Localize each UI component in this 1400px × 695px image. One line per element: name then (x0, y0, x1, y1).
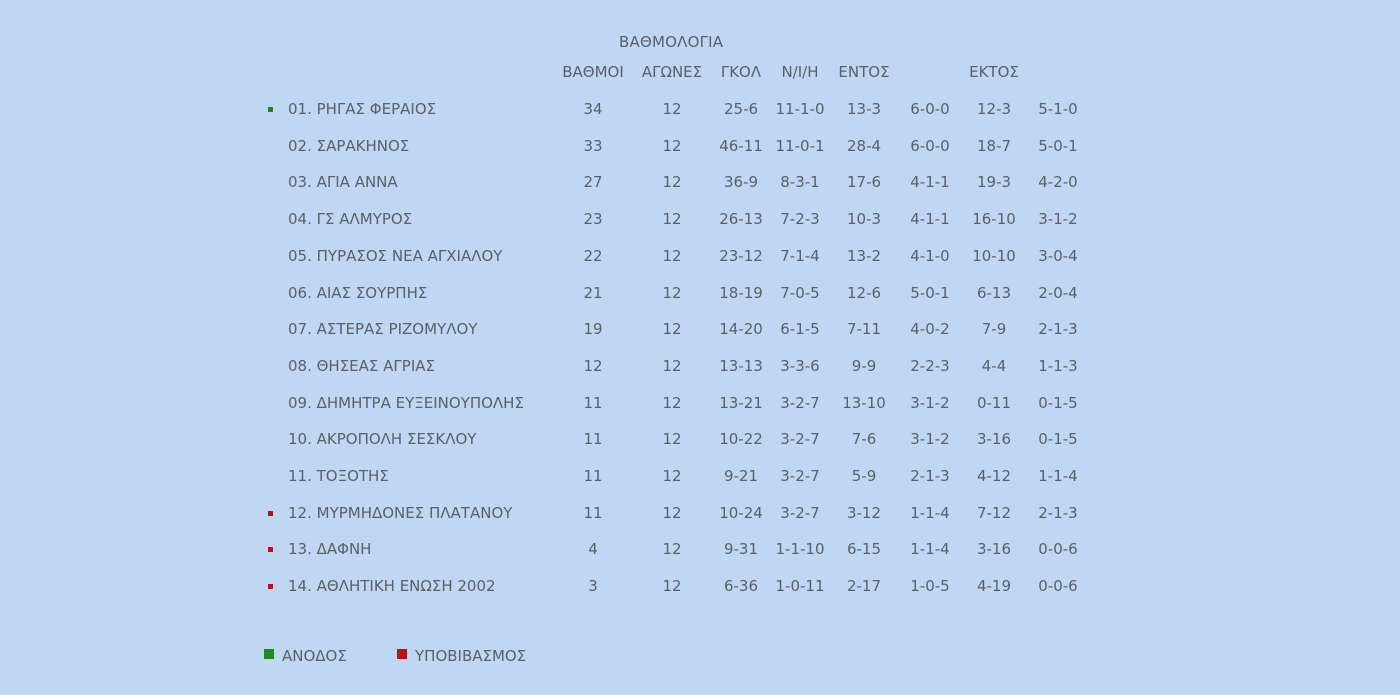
goals-cell: 14-20 (719, 320, 763, 339)
home-goals-cell: 6-15 (846, 540, 882, 559)
wdl-cell: 11-0-1 (775, 136, 825, 155)
team-name: 06. ΑΙΑΣ ΣΟΥΡΠΗΣ (288, 283, 428, 302)
home-goals-cell: 17-6 (846, 173, 882, 192)
goals-cell: 26-13 (719, 210, 763, 229)
team-name: 03. ΑΓΙΑ ΑΝΝΑ (288, 173, 398, 192)
header-goals: ΓΚΟΛ (720, 63, 762, 81)
team-name: 02. ΣΑΡΑΚΗΝΟΣ (288, 136, 410, 155)
relegation-marker (268, 547, 273, 552)
team-name: 07. ΑΣΤΕΡΑΣ ΡΙΖΟΜΥΛΟΥ (288, 320, 478, 339)
header-away: ΕΚΤΟΣ (969, 63, 1019, 81)
goals-cell: 18-19 (719, 283, 763, 302)
away-goals-cell: 18-7 (976, 136, 1012, 155)
points-cell: 11 (583, 393, 603, 412)
goals-cell: 6-36 (723, 577, 759, 596)
legend-promotion-label: ΑΝΟΔΟΣ (282, 647, 347, 665)
away-goals-cell: 16-10 (972, 210, 1016, 229)
away-goals-cell: 12-3 (976, 100, 1012, 118)
table-row (0, 282, 1400, 306)
home-goals-cell: 28-4 (846, 136, 882, 155)
table-row (0, 208, 1400, 232)
wdl-cell: 1-0-11 (775, 577, 825, 596)
wdl-cell: 8-3-1 (780, 173, 820, 192)
promotion-marker (268, 107, 273, 112)
team-name: 14. ΑΘΛΗΤΙΚΗ ΕΝΩΣΗ 2002 (288, 577, 496, 596)
goals-cell: 46-11 (719, 136, 763, 155)
table-row (0, 428, 1400, 452)
home-goals-cell: 2-17 (846, 577, 882, 596)
team-name: 13. ΔΑΦΝΗ (288, 540, 372, 559)
away-goals-cell: 4-12 (976, 467, 1012, 485)
away-goals-cell: 6-13 (976, 283, 1012, 302)
home-goals-cell: 12-6 (846, 283, 882, 302)
wdl-cell: 7-1-4 (780, 246, 820, 265)
points-cell: 22 (583, 246, 603, 265)
away-goals-cell: 3-16 (976, 430, 1012, 449)
goals-cell: 9-21 (723, 467, 759, 485)
points-cell: 19 (583, 320, 603, 339)
standings-title: ΒΑΘΜΟΛΟΓΙΑ (619, 33, 724, 51)
games-cell: 12 (662, 540, 682, 559)
home-wdl-cell: 1-1-4 (910, 503, 950, 522)
table-row (0, 245, 1400, 269)
wdl-cell: 3-2-7 (780, 503, 820, 522)
goals-cell: 13-21 (719, 393, 763, 412)
legend-relegation-swatch (397, 649, 407, 659)
table-row (0, 135, 1400, 159)
away-wdl-cell: 3-1-2 (1038, 210, 1078, 229)
wdl-cell: 3-2-7 (780, 430, 820, 449)
home-wdl-cell: 2-1-3 (910, 467, 950, 485)
team-name: 05. ΠΥΡΑΣΟΣ ΝΕΑ ΑΓΧΙΑΛΟΥ (288, 246, 503, 265)
header-wdl: Ν/Ι/Η (781, 63, 819, 81)
points-cell: 4 (588, 540, 598, 559)
away-goals-cell: 7-9 (981, 320, 1007, 339)
home-wdl-cell: 3-1-2 (910, 393, 950, 412)
points-cell: 12 (583, 356, 603, 375)
games-cell: 12 (662, 320, 682, 339)
wdl-cell: 11-1-0 (775, 100, 825, 118)
wdl-cell: 7-2-3 (780, 210, 820, 229)
away-goals-cell: 10-10 (972, 246, 1016, 265)
relegation-marker (268, 511, 273, 516)
home-goals-cell: 7-6 (851, 430, 877, 449)
points-cell: 23 (583, 210, 603, 229)
table-row (0, 465, 1400, 489)
team-name: 12. ΜΥΡΜΗΔΟΝΕΣ ΠΛΑΤΑΝΟΥ (288, 503, 513, 522)
away-wdl-cell: 5-1-0 (1038, 100, 1078, 118)
team-name: 01. ΡΗΓΑΣ ΦΕΡΑΙΟΣ (288, 100, 437, 118)
team-name: 10. ΑΚΡΟΠΟΛΗ ΣΕΣΚΛΟΥ (288, 430, 477, 449)
away-goals-cell: 3-16 (976, 540, 1012, 559)
relegation-marker (268, 584, 273, 589)
wdl-cell: 1-1-10 (775, 540, 825, 559)
away-wdl-cell: 0-0-6 (1038, 540, 1078, 559)
team-name: 08. ΘΗΣΕΑΣ ΑΓΡΙΑΣ (288, 356, 435, 375)
away-wdl-cell: 0-1-5 (1038, 430, 1078, 449)
home-goals-cell: 3-12 (846, 503, 882, 522)
wdl-cell: 3-2-7 (780, 467, 820, 485)
table-row (0, 502, 1400, 526)
points-cell: 3 (588, 577, 598, 596)
wdl-cell: 7-0-5 (780, 283, 820, 302)
table-row (0, 98, 1400, 122)
away-goals-cell: 7-12 (976, 503, 1012, 522)
games-cell: 12 (662, 430, 682, 449)
goals-cell: 23-12 (719, 246, 763, 265)
games-cell: 12 (662, 577, 682, 596)
away-goals-cell: 4-19 (976, 577, 1012, 596)
away-goals-cell: 4-4 (981, 356, 1007, 375)
points-cell: 33 (583, 136, 603, 155)
home-goals-cell: 9-9 (851, 356, 877, 375)
points-cell: 34 (583, 100, 603, 118)
games-cell: 12 (662, 136, 682, 155)
home-wdl-cell: 1-0-5 (910, 577, 950, 596)
points-cell: 11 (583, 503, 603, 522)
wdl-cell: 3-2-7 (780, 393, 820, 412)
away-wdl-cell: 1-1-3 (1038, 356, 1078, 375)
points-cell: 27 (583, 173, 603, 192)
away-wdl-cell: 3-0-4 (1038, 246, 1078, 265)
goals-cell: 10-24 (719, 503, 763, 522)
home-goals-cell: 5-9 (851, 467, 877, 485)
away-wdl-cell: 2-1-3 (1038, 320, 1078, 339)
games-cell: 12 (662, 393, 682, 412)
away-wdl-cell: 2-1-3 (1038, 503, 1078, 522)
home-wdl-cell: 4-1-1 (910, 173, 950, 192)
legend-promotion-swatch (264, 649, 274, 659)
home-wdl-cell: 3-1-2 (910, 430, 950, 449)
table-row (0, 355, 1400, 379)
away-goals-cell: 19-3 (976, 173, 1012, 192)
home-wdl-cell: 1-1-4 (910, 540, 950, 559)
home-goals-cell: 13-10 (842, 393, 886, 412)
points-cell: 11 (583, 467, 603, 485)
games-cell: 12 (662, 283, 682, 302)
home-wdl-cell: 6-0-0 (910, 100, 950, 118)
points-cell: 21 (583, 283, 603, 302)
team-name: 04. ΓΣ ΑΛΜΥΡΟΣ (288, 210, 413, 229)
home-wdl-cell: 6-0-0 (910, 136, 950, 155)
home-wdl-cell: 5-0-1 (910, 283, 950, 302)
header-home: ΕΝΤΟΣ (838, 63, 890, 81)
table-row (0, 171, 1400, 195)
goals-cell: 25-6 (723, 100, 759, 118)
wdl-cell: 6-1-5 (780, 320, 820, 339)
table-row (0, 392, 1400, 416)
games-cell: 12 (662, 356, 682, 375)
away-wdl-cell: 1-1-4 (1038, 467, 1078, 485)
goals-cell: 10-22 (719, 430, 763, 449)
team-name: 11. ΤΟΞΟΤΗΣ (288, 467, 389, 485)
goals-cell: 9-31 (723, 540, 759, 559)
home-wdl-cell: 4-1-1 (910, 210, 950, 229)
away-wdl-cell: 0-1-5 (1038, 393, 1078, 412)
header-games: ΑΓΩΝΕΣ (641, 63, 703, 81)
away-wdl-cell: 2-0-4 (1038, 283, 1078, 302)
games-cell: 12 (662, 100, 682, 118)
goals-cell: 36-9 (723, 173, 759, 192)
header-points: ΒΑΘΜΟΙ (562, 63, 624, 81)
games-cell: 12 (662, 503, 682, 522)
table-row (0, 318, 1400, 342)
games-cell: 12 (662, 210, 682, 229)
away-wdl-cell: 5-0-1 (1038, 136, 1078, 155)
team-name: 09. ΔΗΜΗΤΡΑ ΕΥΞΕΙΝΟΥΠΟΛΗΣ (288, 393, 524, 412)
home-goals-cell: 7-11 (846, 320, 882, 339)
home-wdl-cell: 4-0-2 (910, 320, 950, 339)
wdl-cell: 3-3-6 (780, 356, 820, 375)
away-goals-cell: 0-11 (976, 393, 1012, 412)
away-wdl-cell: 4-2-0 (1038, 173, 1078, 192)
home-goals-cell: 10-3 (846, 210, 882, 229)
games-cell: 12 (662, 173, 682, 192)
table-row (0, 575, 1400, 599)
table-row (0, 538, 1400, 562)
legend-relegation-label: ΥΠΟΒΙΒΑΣΜΟΣ (415, 647, 527, 665)
away-wdl-cell: 0-0-6 (1038, 577, 1078, 596)
home-goals-cell: 13-3 (846, 100, 882, 118)
games-cell: 12 (662, 246, 682, 265)
home-wdl-cell: 4-1-0 (910, 246, 950, 265)
goals-cell: 13-13 (719, 356, 763, 375)
home-goals-cell: 13-2 (846, 246, 882, 265)
points-cell: 11 (583, 430, 603, 449)
home-wdl-cell: 2-2-3 (910, 356, 950, 375)
games-cell: 12 (662, 467, 682, 485)
